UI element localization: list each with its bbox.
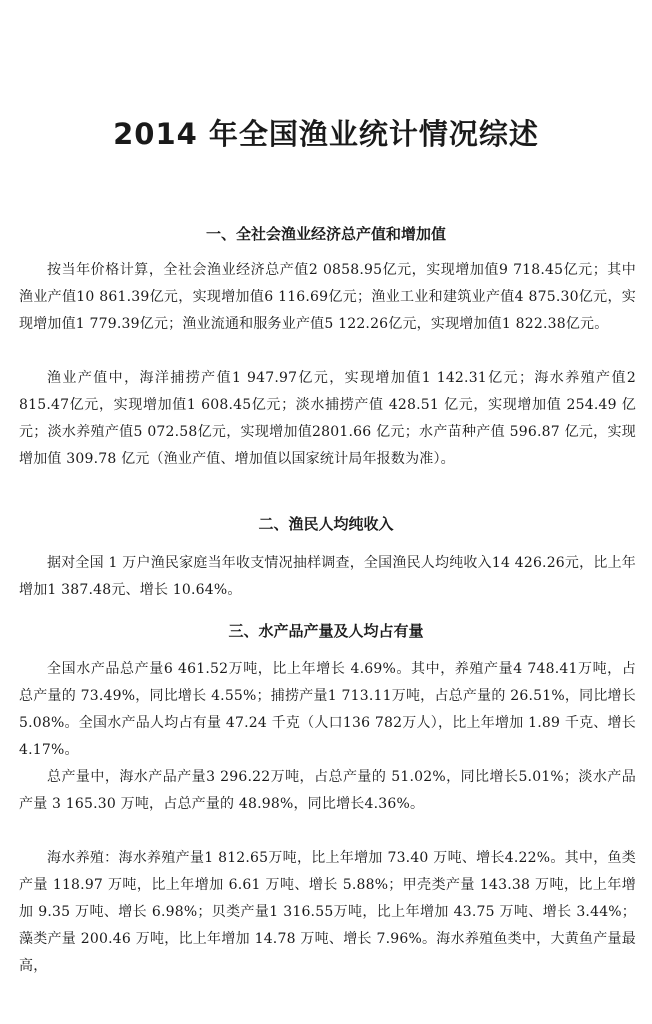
- paragraph-marine-freshwater: 总产量中，海水产品产量3 296.22万吨，占总产量的 51.02%，同比增长5.01%；淡水产品产量 3 165.30 万吨，占总产量的 48.98%，同比增长4.36%。: [19, 769, 636, 812]
- paragraph-total-output: 按当年价格计算，全社会渔业经济总产值2 0858.95亿元，实现增加值9 718.45亿元；其中渔业产值10 861.39亿元，实现增加值6 116.69亿元；渔业工业和建筑业产值4 875.30亿元，实现增加值1 779.39亿元；渔业流通和服务业产值5 122.26亿元，实现增加值1 822.38亿元。: [19, 262, 636, 332]
- paragraph-mariculture: 海水养殖：海水养殖产量1 812.65万吨，比上年增加 73.40 万吨、增长4.22%。其中，鱼类产量 118.97 万吨，比上年增加 6.61 万吨、增长 5.88%；甲壳类产量 143.38 万吨，比上年增加 9.35 万吨、增长 6.98%；贝类产量1 316.55万吨，比上年增加 43.75 万吨、增长 3.44%；藻类产量 200.46 万吨，比上年增加 14.78 万吨、增长 7.96%。海水养殖鱼类中，大黄鱼产量最高，: [19, 850, 636, 974]
- paragraph-fisher-income: 据对全国 1 万户渔民家庭当年收支情况抽样调查，全国渔民人均纯收入14 426.26元，比上年增加1 387.48元、增长 10.64%。: [19, 555, 636, 598]
- paragraph-fishery-output: 渔业产值中，海洋捕捞产值1 947.97亿元，实现增加值1 142.31亿元；海水养殖产值2 815.47亿元，实现增加值1 608.45亿元；淡水捕捞产值 428.51 亿元，实现增加值 254.49 亿元；淡水养殖产值5 072.58亿元，实现增加值2801.66 亿元；水产苗种产值 596.87 亿元，实现增加值 309.78 亿元（渔业产值、增加值以国家统计局年报数为准）。: [19, 370, 636, 467]
- section-heading-production: 三、水产品产量及人均占有量: [228, 622, 424, 640]
- paragraph-total-production: 全国水产品总产量6 461.52万吨，比上年增长 4.69%。其中，养殖产量4 748.41万吨，占总产量的 73.49%，同比增长 4.55%；捕捞产量1 713.11万吨，占总产量的 26.51%，同比增长 5.08%。全国水产品人均占有量 47.24 千克（人口136 782万人），比上年增加 1.89 千克、增长 4.17%。: [19, 661, 636, 758]
- section-heading-output-value: 一、全社会渔业经济总产值和增加值: [205, 225, 446, 243]
- section-heading-fisher-income: 二、渔民人均纯收入: [258, 515, 394, 533]
- document-title: 2014 年全国渔业统计情况综述: [113, 117, 539, 151]
